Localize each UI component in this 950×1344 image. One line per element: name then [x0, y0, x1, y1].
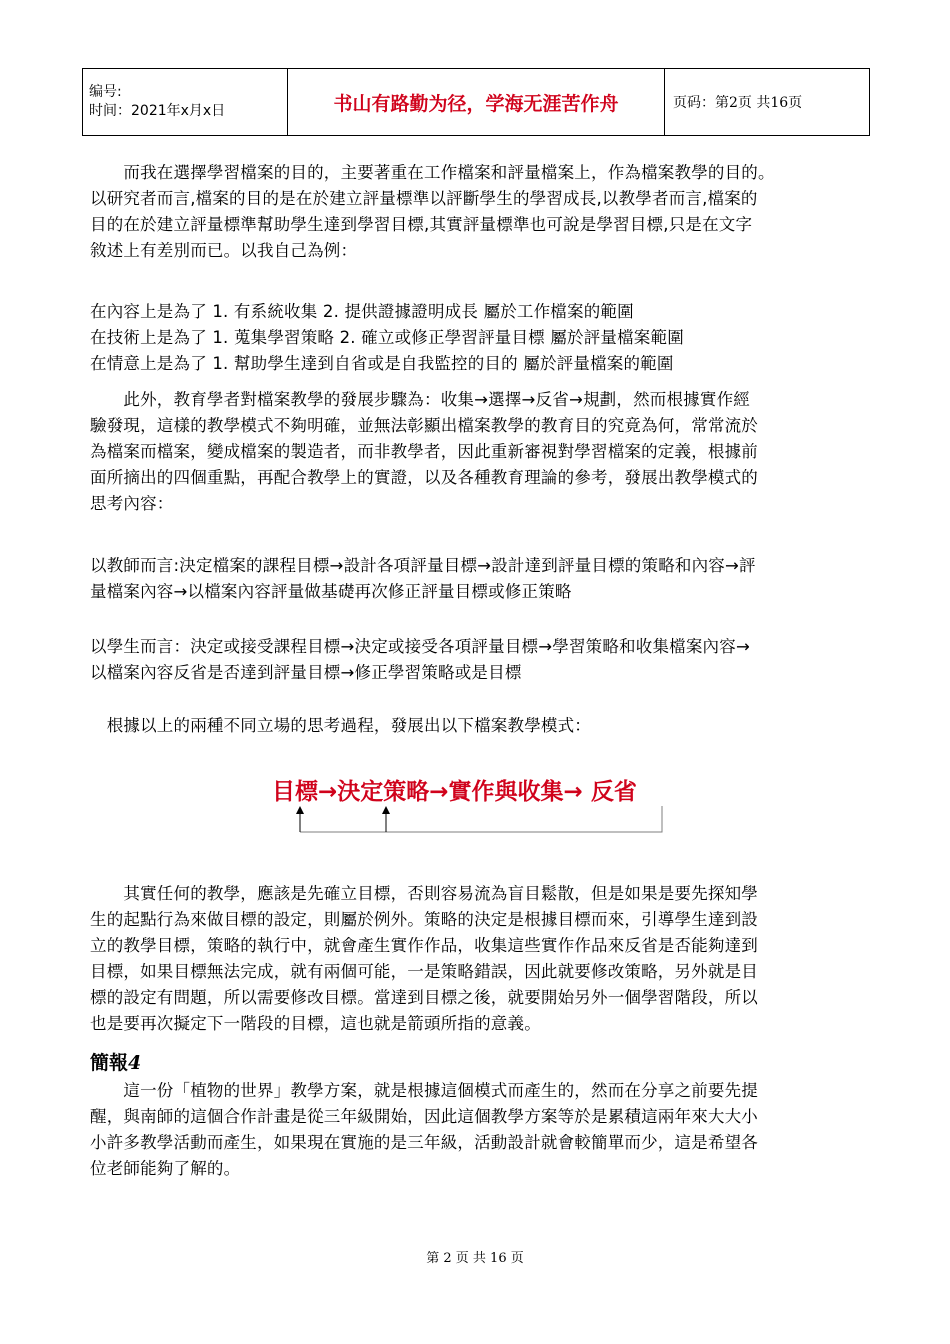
- section-heading-number: 4: [128, 1052, 142, 1074]
- teacher-perspective: [90, 553, 860, 605]
- paragraph-line: 為檔案而檔案，變成檔案的製造者，而非教學者，因此重新審視對學習檔案的定義，根據前: [90, 442, 758, 461]
- paragraph-line: 醒，與南師的這個合作計畫是從三年級開始，因此這個教學方案等於是累積這兩年來大大小: [90, 1107, 758, 1126]
- paragraph-line: 敘述上有差別而已。以我自己為例：: [90, 241, 358, 260]
- header-meta-cell: [83, 69, 288, 136]
- page-footer: 第 2 页 共 16 页: [426, 1251, 524, 1266]
- student-perspective: [90, 634, 860, 686]
- feedback-arrowhead-1: [296, 806, 304, 814]
- paragraph-line: 標的設定有問題，所以需要修改目標。當達到目標之後，就要開始另外一個學習階段，所以: [90, 988, 758, 1007]
- list-item: 在情意上是為了 1. 幫助學生達到自省或是自我監控的目的 屬於評量檔案的範圍: [90, 354, 674, 373]
- time-label: 时间：2021年x月x日: [89, 103, 226, 119]
- paragraph-line: 根據以上的兩種不同立場的思考過程，發展出以下檔案教學模式：: [90, 716, 591, 735]
- page-info: 页码：第2页 共16页: [665, 69, 870, 136]
- paragraph-line: 此外，教育學者對檔案教學的發展步驟為：收集→選擇→反省→規劃，然而根據實作經: [90, 390, 750, 409]
- paragraph-line: 量檔案內容→以檔案內容評量做基礎再次修正評量目標或修正策略: [90, 582, 572, 601]
- paragraph-line: 以學生而言：決定或接受課程目標→決定或接受各項評量目標→學習策略和收集檔案內容→: [90, 637, 750, 656]
- teaching-model-flow: 目標→決定策略→實作與收集→ 反省: [272, 779, 637, 805]
- paragraph-2: [90, 387, 860, 517]
- paragraph-line: 目的在於建立評量標準幫助學生達到學習目標,其實評量標準也可說是學習目標,只是在文字: [90, 215, 753, 234]
- paragraph-line: 小許多教學活動而產生，如果現在實施的是三年級，活動設計就會較簡單而少，這是希望各: [90, 1133, 758, 1152]
- feedback-arrows: [290, 804, 670, 836]
- section-heading: [90, 1048, 141, 1075]
- paragraph-line: 立的教學目標，策略的執行中，就會產生實作作品，收集這些實作作品來反省是否能夠達到: [90, 936, 758, 955]
- paragraph-line: 驗發現，這樣的教學模式不夠明確，並無法彰顯出檔案教學的教育目的究竟為何，常常流於: [90, 416, 758, 435]
- section-heading-text: 簡報: [90, 1052, 129, 1074]
- feedback-line: [300, 806, 662, 832]
- list-item: 在技術上是為了 1. 蒐集學習策略 2. 確立或修正學習評量目標 屬於評量檔案範圍: [90, 328, 684, 347]
- feedback-arrowhead-2: [382, 806, 390, 814]
- paragraph-line: 以研究者而言,檔案的目的是在於建立評量標準以評斷學生的學習成長,以教學者而言,檔案的: [90, 189, 758, 208]
- paragraph-line: 面所摘出的四個重點，再配合教學上的實證，以及各種教育理論的參考，發展出教學模式的: [90, 468, 758, 487]
- paragraph-line: 以教師而言:決定檔案的課程目標→設計各項評量目標→設計達到評量目標的策略和內容→評: [90, 556, 756, 575]
- paragraph-4: [90, 1078, 860, 1182]
- list-item: 在內容上是為了 1. 有系統收集 2. 提供證據證明成長 屬於工作檔案的範圍: [90, 302, 634, 321]
- paragraph-line: 其實任何的教學，應該是先確立目標，否則容易流為盲目鬆散，但是如果是要先探知學: [90, 884, 758, 903]
- paragraph-line: 這一份「植物的世界」教學方案，就是根據這個模式而產生的，然而在分享之前要先提: [90, 1081, 758, 1100]
- paragraph-line: 而我在選擇學習檔案的目的，主要著重在工作檔案和評量檔案上，作為檔案教學的目的。: [90, 163, 775, 182]
- number-label: 编号:: [89, 84, 122, 100]
- paragraph-line: 目標，如果目標無法完成，就有兩個可能，一是策略錯誤，因此就要修改策略，另外就是目: [90, 962, 758, 981]
- header-table: [82, 68, 870, 136]
- paragraph-3: [90, 881, 860, 1037]
- lead-sentence: [90, 713, 860, 739]
- paragraph-line: 生的起點行為來做目標的設定，則屬於例外。策略的決定是根據目標而來，引導學生達到設: [90, 910, 758, 929]
- paragraph-line: 也是要再次擬定下一階段的目標，這也就是箭頭所指的意義。: [90, 1014, 541, 1033]
- motto: 书山有路勤为径，学海无涯苦作舟: [288, 69, 665, 136]
- paragraph-line: 位老師能夠了解的。: [90, 1159, 241, 1178]
- paragraph-1: [90, 160, 860, 264]
- purpose-list: [90, 299, 860, 377]
- paragraph-line: 思考內容：: [90, 494, 174, 513]
- paragraph-line: 以檔案內容反省是否達到評量目標→修正學習策略或是目標: [90, 663, 522, 682]
